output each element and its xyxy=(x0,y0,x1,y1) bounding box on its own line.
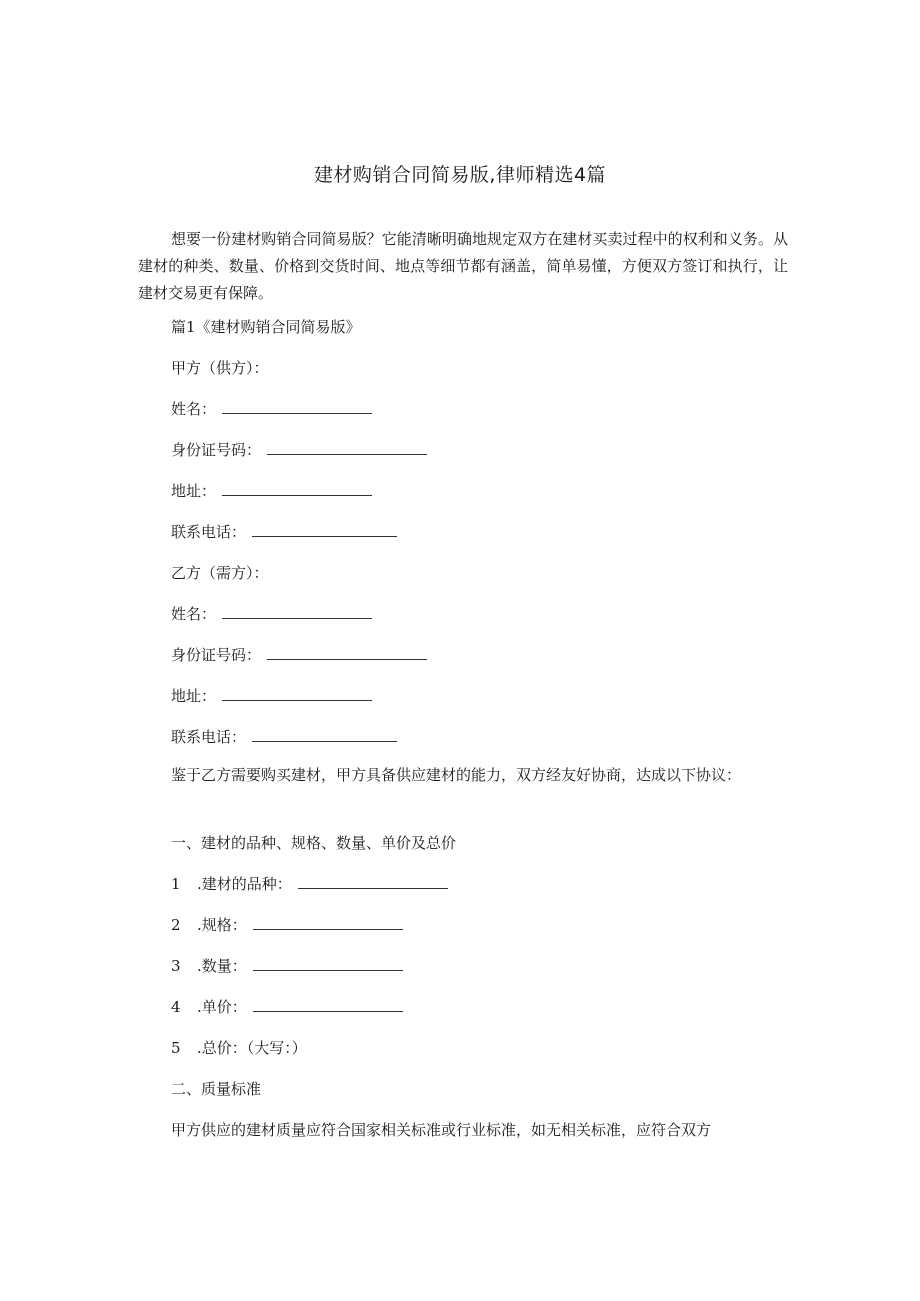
party-b-phone-row xyxy=(171,726,397,747)
party-a-address-label: 地址： xyxy=(171,482,217,500)
item-blank xyxy=(253,956,403,971)
item-label: .规格： xyxy=(197,916,247,934)
party-a-id-row xyxy=(171,439,427,460)
item-blank xyxy=(253,915,403,930)
party-b-address-label: 地址： xyxy=(171,687,217,705)
page-title: 建材购销合同简易版,律师精选4篇 xyxy=(313,164,607,186)
party-b-name-row xyxy=(171,603,372,624)
item-number: 4 xyxy=(171,998,181,1016)
party-b-heading: 乙方（需方）： xyxy=(171,564,269,582)
party-a-name-blank xyxy=(222,399,372,414)
item-number: 3 xyxy=(171,957,181,975)
party-a-name-label: 姓名： xyxy=(171,400,217,418)
party-b-name-label: 姓名： xyxy=(171,605,217,623)
item-blank xyxy=(253,997,403,1012)
party-a-phone-row xyxy=(171,521,397,542)
party-b-id-blank xyxy=(267,645,427,660)
item-label: .总价：（大写：） xyxy=(197,1039,307,1057)
party-b-phone-label: 联系电话： xyxy=(171,728,247,746)
contract-title: 篇1《建材购销合同简易版》 xyxy=(171,318,361,336)
item-blank xyxy=(298,874,448,889)
item-row-5 xyxy=(171,1037,307,1058)
section-1-heading: 一、建材的品种、规格、数量、单价及总价 xyxy=(171,834,457,852)
party-b-name-blank xyxy=(222,604,372,619)
item-number: 5 xyxy=(171,1039,181,1057)
party-a-address-row xyxy=(171,480,372,501)
party-a-address-blank xyxy=(222,481,372,496)
party-b-id-label: 身份证号码： xyxy=(171,646,262,664)
party-b-id-row xyxy=(171,644,427,665)
party-a-id-blank xyxy=(267,440,427,455)
item-row-1 xyxy=(171,873,448,894)
item-number: 1 xyxy=(171,875,181,893)
item-label: .单价： xyxy=(197,998,247,1016)
section-2-heading: 二、质量标准 xyxy=(171,1080,262,1098)
item-label: .建材的品种： xyxy=(197,875,292,893)
party-a-id-label: 身份证号码： xyxy=(171,441,262,459)
party-a-phone-blank xyxy=(252,522,397,537)
party-a-name-row xyxy=(171,398,372,419)
party-b-address-blank xyxy=(222,686,372,701)
intro-paragraph: 想要一份建材购销合同简易版？它能清晰明确地规定双方在建材买卖过程中的权利和义务。从建材的种类、数量、价格到交货时间、地点等细节都有涵盖，简单易懂，方便双方签订和执行，让建材交易更有保障。 xyxy=(138,230,788,302)
item-number: 2 xyxy=(171,916,181,934)
section-2-text: 甲方供应的建材质量应符合国家相关标准或行业标准，如无相关标准，应符合双方 xyxy=(171,1121,712,1139)
preamble-paragraph: 鉴于乙方需要购买建材，甲方具备供应建材的能力，双方经友好协商，达成以下协议： xyxy=(171,766,742,784)
party-a-heading: 甲方（供方）： xyxy=(171,359,269,377)
item-label: .数量： xyxy=(197,957,247,975)
item-row-2 xyxy=(171,914,403,935)
party-b-address-row xyxy=(171,685,372,706)
party-b-phone-blank xyxy=(252,727,397,742)
item-row-4 xyxy=(171,996,403,1017)
item-row-3 xyxy=(171,955,403,976)
party-a-phone-label: 联系电话： xyxy=(171,523,247,541)
